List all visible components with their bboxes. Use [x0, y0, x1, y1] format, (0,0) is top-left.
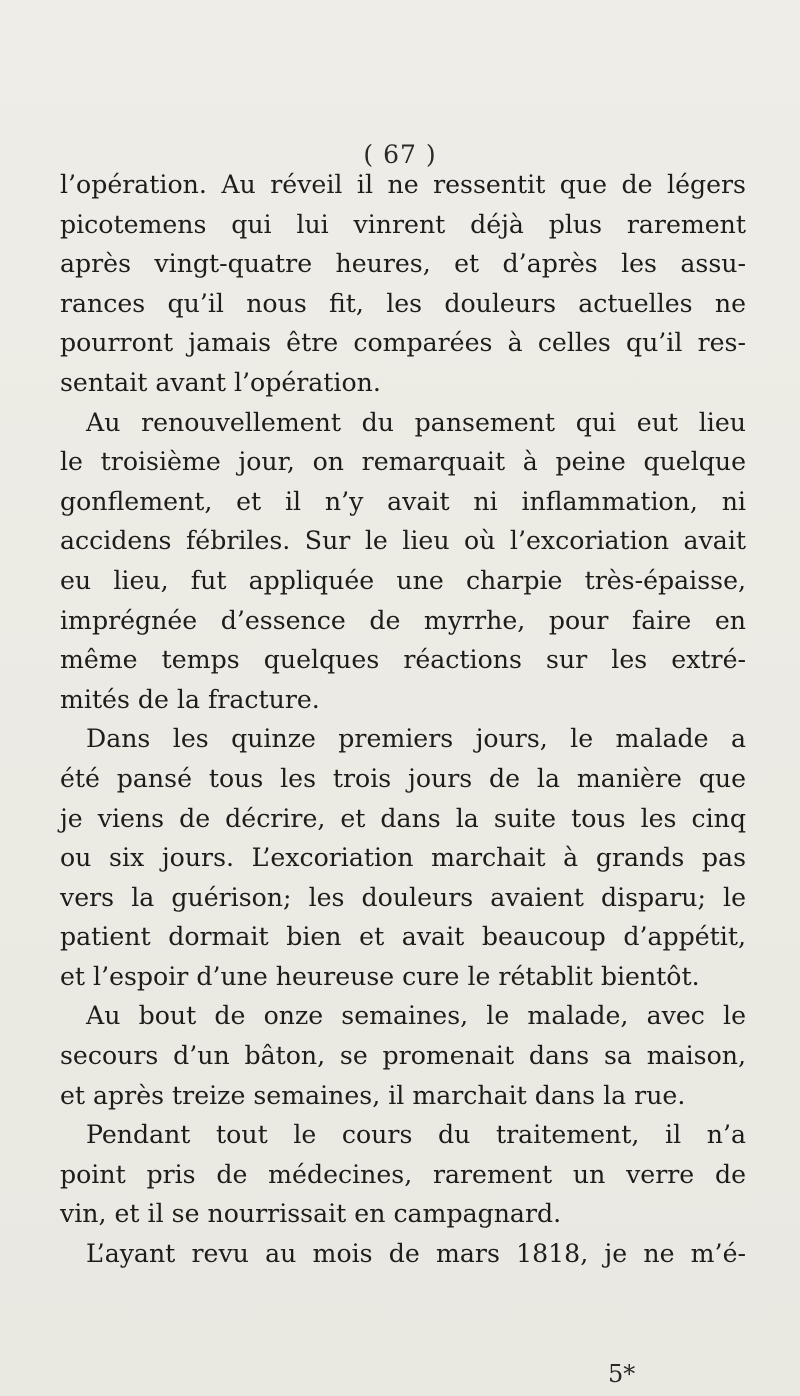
page-number: ( 67 ) [363, 140, 437, 169]
text-line: Dans les quinze premiers jours, le malade a [86, 724, 746, 754]
text-line: rances qu’il nous fit, les douleurs actuelles ne [60, 288, 746, 318]
text-line: pourront jamais être comparées à celles qu’il res- [60, 328, 746, 358]
text-line: imprégnée d’essence de myrrhe, pour faire en [60, 605, 746, 635]
text-line: même temps quelques réactions sur les extré- [60, 645, 746, 675]
text-line: ou six jours. L’excoriation marchait à grands pas [60, 843, 746, 873]
text-line: gonflement, et il n’y avait ni inflammation, ni [60, 486, 746, 516]
text-line: vin, et il se nourrissait en campagnard. [60, 1199, 562, 1229]
text-line: été pansé tous les trois jours de la manière que [60, 763, 746, 793]
text-line: je viens de décrire, et dans la suite tous les cinq [60, 803, 746, 833]
text-line: Pendant tout le cours du traitement, il n’a [86, 1120, 746, 1150]
text-line: patient dormait bien et avait beaucoup d’appétit, [60, 922, 746, 952]
text-line: après vingt-quatre heures, et d’après les assu- [60, 249, 746, 279]
text-line: picotemens qui lui vinrent déjà plus rarement [60, 209, 746, 239]
text-line: point pris de médecines, rarement un verre de [60, 1159, 746, 1189]
text-line: L’ayant revu au mois de mars 1818, je ne m’é- [86, 1239, 746, 1269]
text-line: eu lieu, fut appliquée une charpie très-épaisse, [60, 565, 746, 595]
text-line: secours d’un bâton, se promenait dans sa maison, [60, 1041, 746, 1071]
text-line: et l’espoir d’une heureuse cure le rétablit bientôt. [60, 961, 700, 991]
text-line: sentait avant l’opération. [60, 367, 381, 397]
signature-mark: 5* [608, 1360, 636, 1388]
text-line: et après treize semaines, il marchait dans la rue. [60, 1080, 686, 1110]
text-line: le troisième jour, on remarquait à peine quelque [60, 447, 746, 477]
text-line: vers la guérison; les douleurs avaient disparu; le [60, 882, 746, 912]
text-line: accidens fébriles. Sur le lieu où l’excoriation avait [60, 526, 746, 556]
text-line: Au bout de onze semaines, le malade, avec le [86, 1001, 746, 1031]
body-text [60, 165, 746, 1274]
text-line: l’opération. Au réveil il ne ressentit que de légers [60, 170, 746, 199]
text-line: mités de la fracture. [60, 684, 320, 714]
text-line: Au renouvellement du pansement qui eut lieu [86, 407, 746, 437]
